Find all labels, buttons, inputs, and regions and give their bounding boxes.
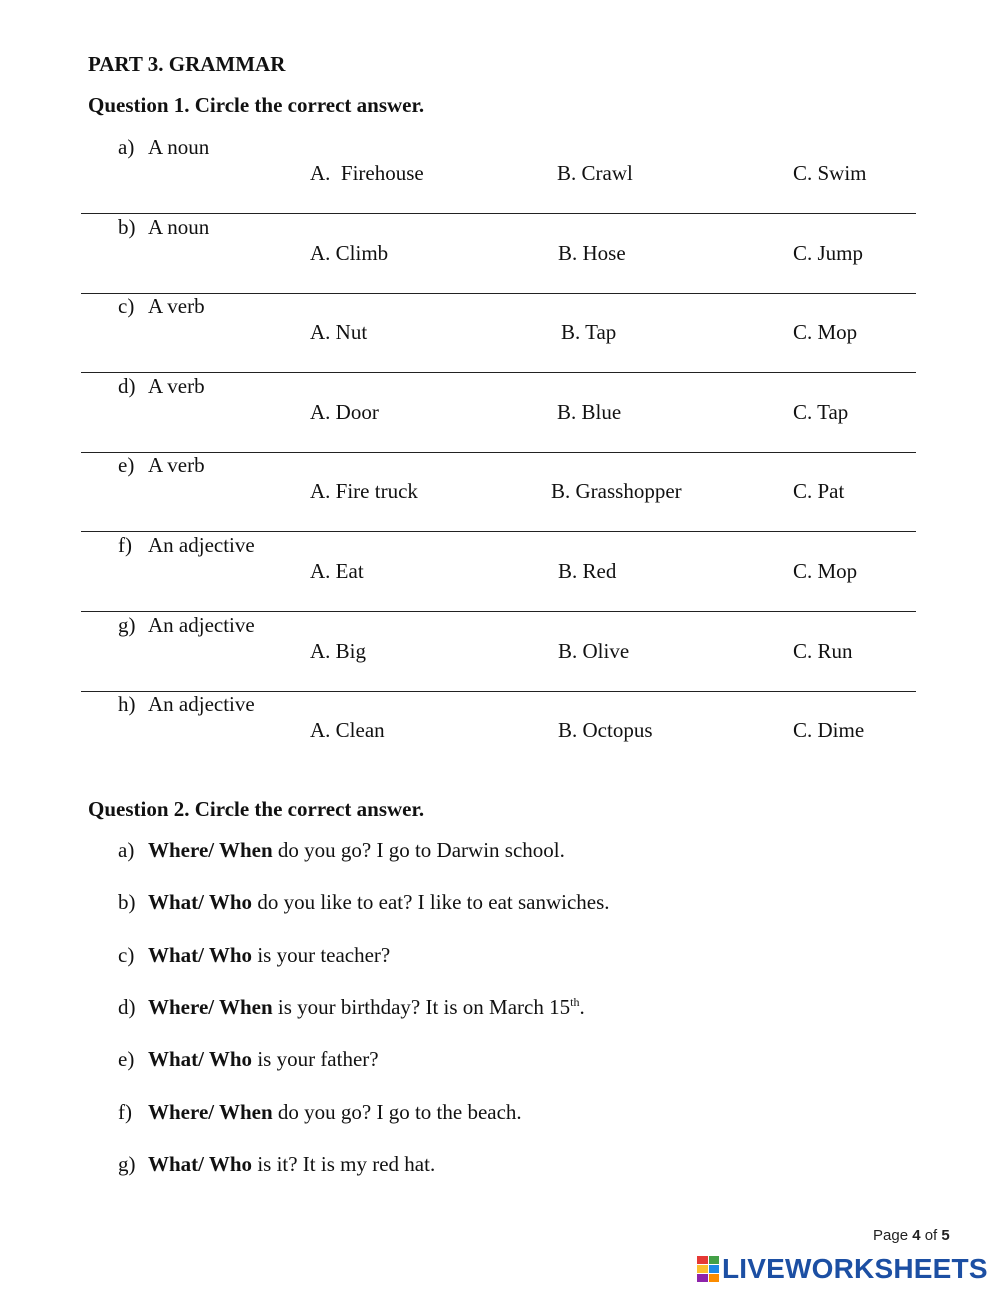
choice-words[interactable]: Where/ When: [148, 1100, 273, 1124]
question-2-item: [118, 995, 585, 1020]
item-category: A noun: [148, 135, 210, 159]
sentence-text: do you go? I go to Darwin school.: [272, 838, 565, 862]
item-letter: d): [118, 374, 136, 398]
answer-option-b[interactable]: B. Octopus: [558, 718, 653, 742]
item-letter: b): [118, 890, 136, 914]
liveworksheets-logo: [697, 1254, 988, 1284]
row-divider: [81, 213, 916, 214]
choice-words[interactable]: Where/ When: [148, 995, 273, 1019]
question-1-item: [0, 135, 1000, 195]
item-letter: a): [118, 135, 135, 159]
item-category: An adjective: [148, 533, 255, 557]
answer-option-a[interactable]: A. Eat: [310, 559, 364, 583]
answer-option-c[interactable]: C. Pat: [793, 479, 845, 503]
question-1-item: [0, 215, 1000, 275]
item-letter: d): [118, 995, 136, 1019]
question-1-item: [0, 692, 1000, 752]
item-letter: g): [118, 613, 136, 637]
question-2-item: [118, 890, 610, 915]
choice-words[interactable]: What/ Who: [148, 890, 253, 914]
answer-option-a[interactable]: A. Door: [310, 400, 379, 424]
question-1-item-label: [118, 135, 209, 160]
question-1-item-label: [118, 453, 205, 478]
question-2-title: Question 2. Circle the correct answer.: [88, 797, 425, 821]
row-divider: [81, 372, 916, 373]
answer-option-a[interactable]: A. Big: [310, 639, 367, 663]
answer-option-c[interactable]: C. Mop: [793, 559, 858, 583]
item-letter: c): [118, 943, 135, 967]
item-letter: f): [118, 533, 132, 557]
question-1-item-label: [118, 613, 255, 638]
answer-option-c[interactable]: C. Run: [793, 639, 853, 663]
question-1-item: [0, 294, 1000, 354]
item-letter: b): [118, 215, 136, 239]
sentence-text: do you like to eat? I like to eat sanwiches.: [252, 890, 610, 914]
item-letter: e): [118, 1047, 135, 1071]
question-2-item: [118, 1152, 435, 1177]
sentence-text: is your father?: [252, 1047, 379, 1071]
answer-option-c[interactable]: C. Mop: [793, 320, 858, 344]
item-category: A noun: [148, 215, 210, 239]
choice-words[interactable]: Where/ When: [148, 838, 273, 862]
row-divider: [81, 531, 916, 532]
answer-option-a[interactable]: A. Climb: [310, 241, 389, 265]
ordinal-suffix: th: [570, 995, 580, 1009]
answer-option-b[interactable]: B. Crawl: [557, 161, 633, 185]
item-category: An adjective: [148, 613, 255, 637]
page-number: Page 4 of 5: [873, 1227, 950, 1244]
answer-option-a[interactable]: A. Fire truck: [310, 479, 418, 503]
item-category: A verb: [148, 374, 205, 398]
liveworksheets-logo-text: LIVEWORKSHEETS: [722, 1253, 988, 1284]
choice-words[interactable]: What/ Who: [148, 1152, 253, 1176]
question-1-item-label: [118, 533, 255, 558]
question-2-item: [118, 943, 390, 968]
liveworksheets-logo-icon: [697, 1256, 719, 1282]
part-title: PART 3. GRAMMAR: [88, 52, 286, 76]
question-1-item-label: [118, 215, 209, 240]
item-category: A verb: [148, 294, 205, 318]
item-letter: g): [118, 1152, 136, 1176]
answer-option-c[interactable]: C. Swim: [793, 161, 867, 185]
sentence-text: do you go? I go to the beach.: [272, 1100, 522, 1124]
item-letter: h): [118, 692, 136, 716]
question-1-item-label: [118, 692, 255, 717]
item-category: An adjective: [148, 692, 255, 716]
answer-option-c[interactable]: C. Dime: [793, 718, 865, 742]
item-letter: e): [118, 453, 135, 477]
question-1-item: [0, 453, 1000, 513]
row-divider: [81, 611, 916, 612]
answer-option-b[interactable]: B. Blue: [557, 400, 622, 424]
answer-option-a[interactable]: A. Nut: [310, 320, 368, 344]
item-letter: a): [118, 838, 135, 862]
question-1-title: Question 1. Circle the correct answer.: [88, 93, 425, 117]
item-category: A verb: [148, 453, 205, 477]
answer-option-b[interactable]: B. Hose: [558, 241, 626, 265]
question-2-item: [118, 838, 565, 863]
item-letter: f): [118, 1100, 132, 1124]
sentence-text: is it? It is my red hat.: [252, 1152, 436, 1176]
sentence-tail: .: [579, 995, 585, 1019]
answer-option-b[interactable]: B. Olive: [558, 639, 630, 663]
choice-words[interactable]: What/ Who: [148, 1047, 253, 1071]
answer-option-b[interactable]: B. Red: [558, 559, 617, 583]
question-1-item-label: [118, 374, 205, 399]
answer-option-a[interactable]: A. Firehouse: [310, 161, 424, 185]
choice-words[interactable]: What/ Who: [148, 943, 253, 967]
answer-option-a[interactable]: A. Clean: [310, 718, 385, 742]
question-2-item: [118, 1100, 522, 1125]
question-1-item: [0, 533, 1000, 593]
answer-option-c[interactable]: C. Jump: [793, 241, 864, 265]
question-1-item: [0, 613, 1000, 673]
sentence-text: is your birthday? It is on March 15: [272, 995, 571, 1019]
question-2-item: [118, 1047, 379, 1072]
answer-option-b[interactable]: B. Grasshopper: [551, 479, 682, 503]
answer-option-c[interactable]: C. Tap: [793, 400, 849, 424]
sentence-text: is your teacher?: [252, 943, 391, 967]
question-1-item: [0, 374, 1000, 434]
question-1-item-label: [118, 294, 205, 319]
answer-option-b[interactable]: B. Tap: [561, 320, 617, 344]
item-letter: c): [118, 294, 135, 318]
